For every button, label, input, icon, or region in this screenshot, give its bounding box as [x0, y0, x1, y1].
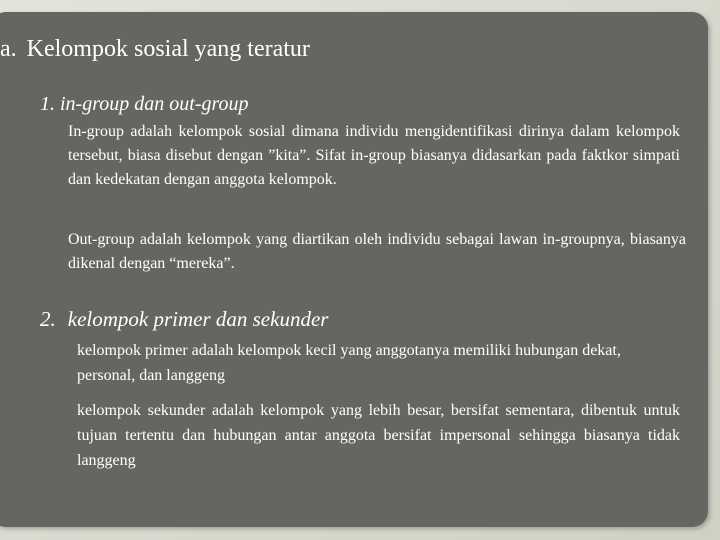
- item2-title: kelompok primer dan sekunder: [67, 307, 329, 331]
- paragraph-in-group: In-group adalah kelompok sosial dimana individu mengidentifikasi dirinya dalam kelompok tersebut, biasa disebut dengan ”kita”. Sifat in-group biasanya didasarkan pada faktkor simpati dan kedekatan dengan anggota kelompok.: [68, 123, 680, 188]
- paragraph-sekunder: kelompok sekunder adalah kelompok yang lebih besar, bersifat sementara, dibentuk untuk tujuan tertentu dan hubungan antar anggota bersifat impersonal sehingga biasanya tidak langgeng: [77, 402, 680, 469]
- subheading-in-out-group: 1. in-group dan out-group: [40, 93, 249, 115]
- subheading-primer-sekunder: [40, 307, 328, 332]
- section-title: Kelompok sosial yang teratur: [26, 36, 310, 62]
- paragraph-primer: kelompok primer adalah kelompok kecil yang anggotanya memiliki hubungan dekat, personal, dan langgeng: [77, 342, 621, 384]
- item2-marker: 2.: [40, 307, 56, 331]
- section-heading: [0, 36, 310, 63]
- section-marker: a.: [0, 36, 17, 62]
- paragraph-out-group: Out-group adalah kelompok yang diartikan oleh individu sebagai lawan in-groupnya, biasanya dikenal dengan “mereka”.: [68, 231, 686, 272]
